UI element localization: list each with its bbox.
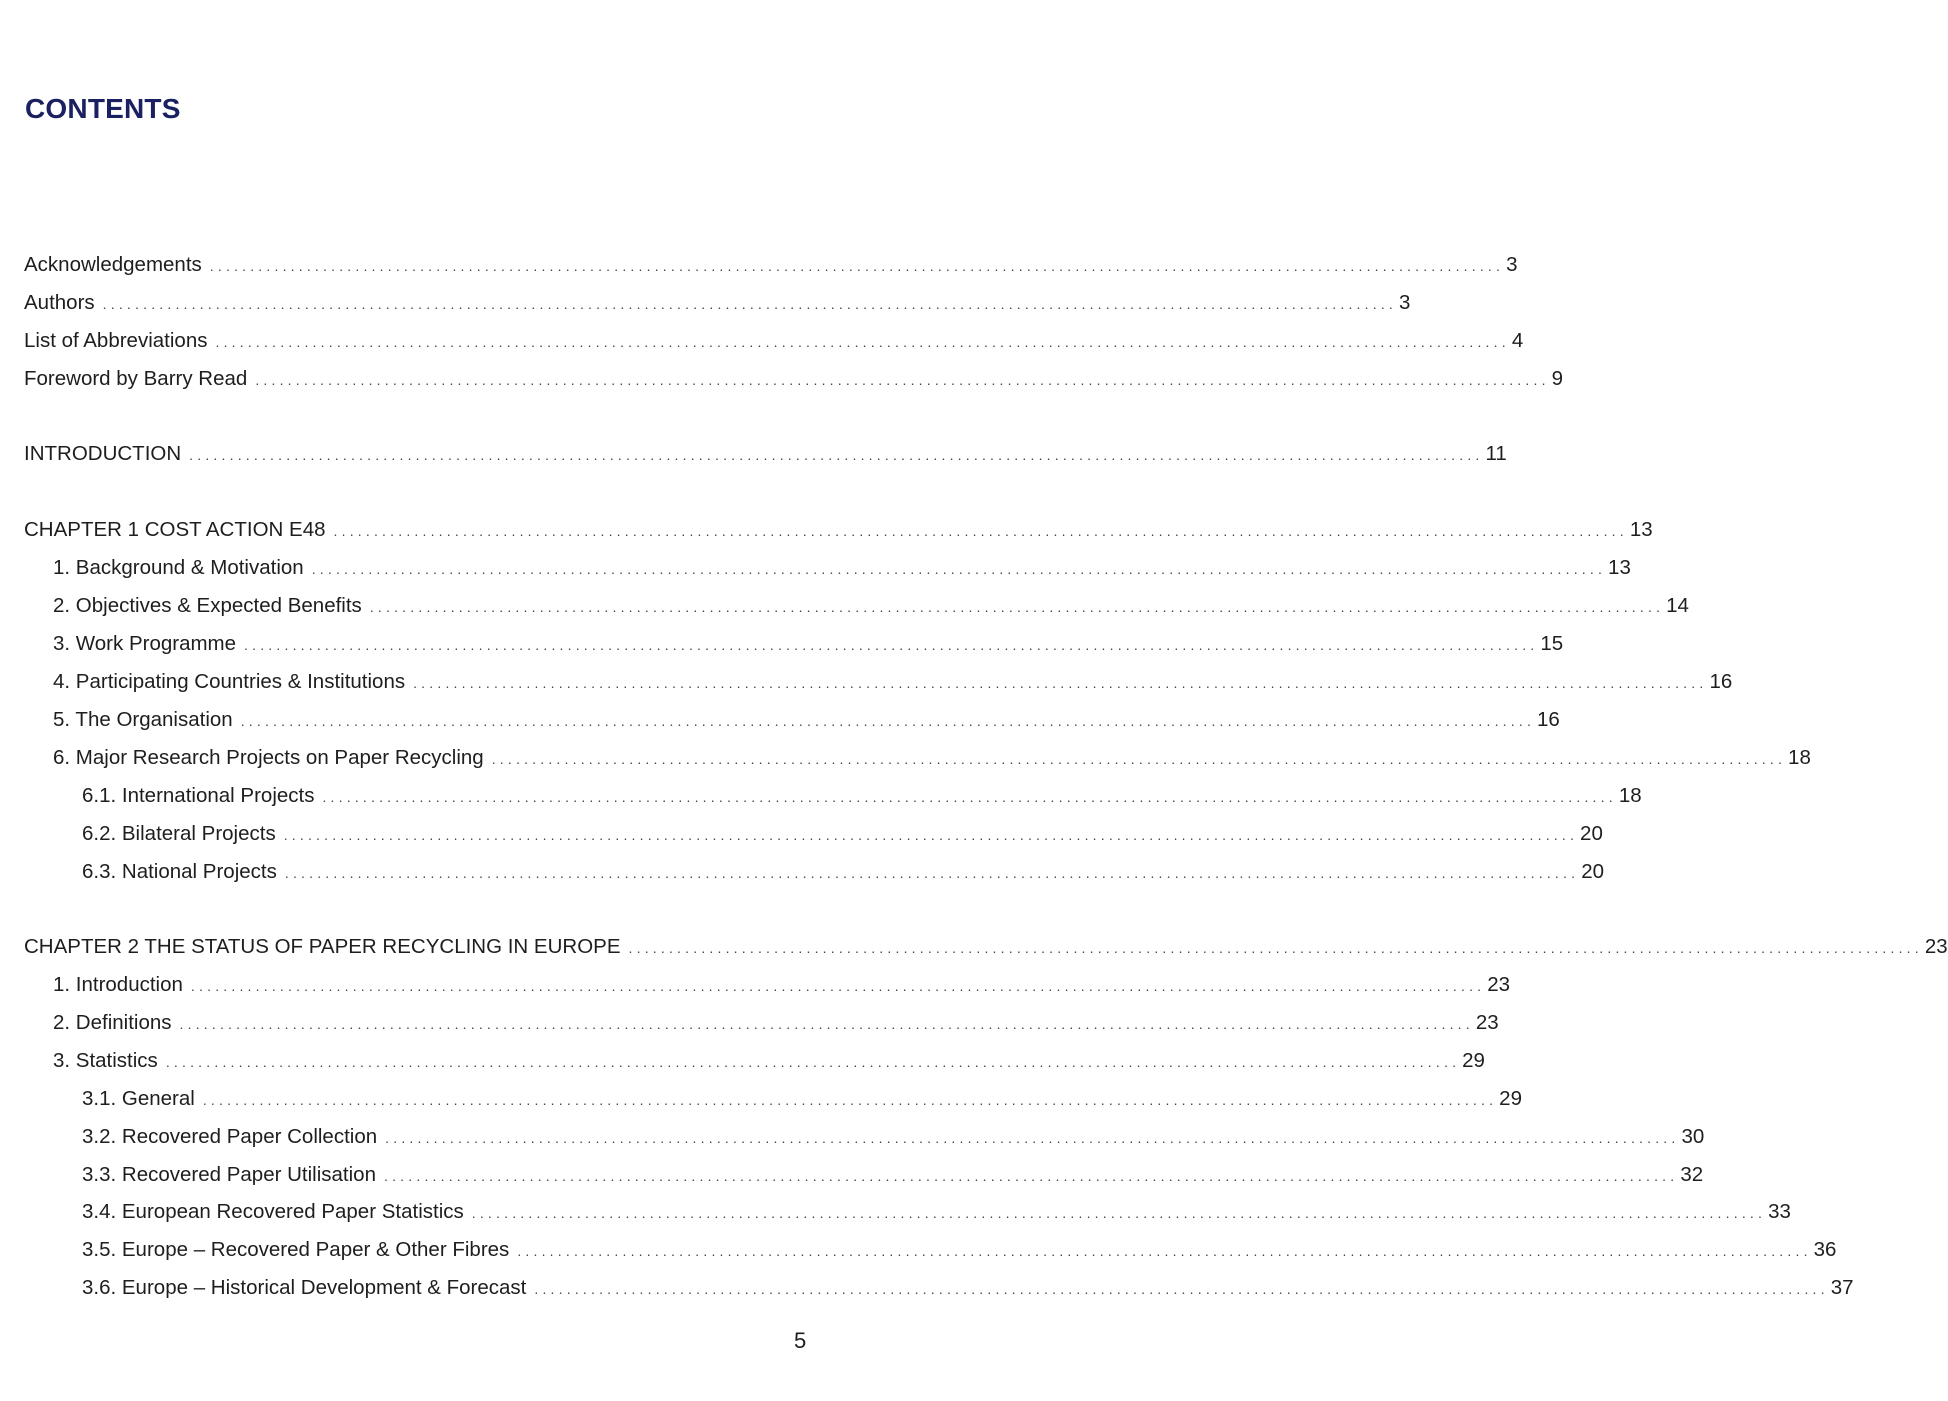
toc-entry-page: 23	[1487, 973, 1511, 996]
toc-entry-label: 3.5. Europe – Recovered Paper & Other Fibres	[82, 1238, 510, 1261]
toc-entry: 3. Statistics ................................................................................................................................................................ 29	[53, 1049, 1485, 1072]
toc-chapter-entry: CHAPTER 1 COST ACTION E48 ................................................................................................................................................................ 13	[24, 518, 1653, 541]
toc-entry-label: CHAPTER 1 COST ACTION E48	[24, 518, 326, 541]
toc-entry: Authors ................................................................................................................................................................ 3	[24, 291, 1411, 314]
toc-entry-label: Acknowledgements	[24, 253, 202, 276]
toc-entry: List of Abbreviations ................................................................................................................................................................ 4	[24, 329, 1524, 352]
toc-entry-page: 15	[1540, 632, 1564, 655]
toc-entry: 6.2. Bilateral Projects ................................................................................................................................................................ 20	[82, 822, 1603, 845]
toc-entry: Foreword by Barry Read ................................................................................................................................................................ 9	[24, 367, 1564, 390]
toc-entry-label: 1. Background & Motivation	[53, 556, 304, 579]
toc-entry-label: 2. Objectives & Expected Benefits	[53, 594, 362, 617]
toc-entry: 4. Participating Countries & Institutions ................................................................................................................................................................ 16	[53, 670, 1733, 693]
toc-entry-page: 9	[1551, 367, 1564, 390]
toc-entry-page: 32	[1680, 1163, 1704, 1186]
toc-entry-label: 3.6. Europe – Historical Development & Forecast	[82, 1276, 527, 1299]
toc-entry-label: 2. Definitions	[53, 1011, 172, 1034]
toc-entry-label: 6. Major Research Projects on Paper Recycling	[53, 746, 484, 769]
toc-entry-page: 20	[1580, 822, 1603, 845]
toc-entry-label: 3.1. General	[82, 1087, 195, 1110]
toc-entry: 2. Objectives & Expected Benefits ................................................................................................................................................................ 14	[53, 594, 1689, 617]
toc-entry-page: 23	[1924, 935, 1948, 958]
toc-entry-page: 16	[1709, 670, 1733, 693]
toc-entry: Acknowledgements ................................................................................................................................................................ 3	[24, 253, 1518, 276]
toc-entry-label: Foreword by Barry Read	[24, 367, 248, 390]
toc-entry-label: 3. Work Programme	[53, 632, 237, 655]
page-title: CONTENTS	[25, 93, 181, 124]
toc-entry-label: 3. Statistics	[53, 1049, 158, 1072]
toc-entry-page: 37	[1830, 1276, 1854, 1299]
toc-entry: 3.1. General ................................................................................................................................................................ 29	[82, 1087, 1522, 1110]
toc-entry: 5. The Organisation ................................................................................................................................................................ 16	[53, 708, 1560, 731]
toc-entry: 6.3. National Projects ................................................................................................................................................................ 20	[82, 860, 1605, 883]
toc-entry-page: 3	[1399, 291, 1411, 314]
toc-chapter-entry: CHAPTER 2 THE STATUS OF PAPER RECYCLING IN EUROPE ................................................................................................................................................................ 23	[24, 935, 1948, 958]
toc-entry: 2. Definitions ................................................................................................................................................................ 23	[53, 1011, 1499, 1034]
toc-entry: 6.1. International Projects ................................................................................................................................................................ 18	[82, 784, 1642, 807]
toc-entry: 3. Work Programme ................................................................................................................................................................ 15	[53, 632, 1564, 655]
toc-entry: 3.2. Recovered Paper Collection ................................................................................................................................................................ 30	[82, 1125, 1705, 1148]
toc-entry-page: 16	[1537, 708, 1560, 731]
toc-entry-page: 13	[1608, 556, 1631, 579]
toc-entry-label: INTRODUCTION	[24, 442, 182, 465]
toc-entry-label: 6.3. National Projects	[82, 860, 277, 883]
toc-entry: 6. Major Research Projects on Paper Recycling ................................................................................................................................................................ 18	[53, 746, 1811, 769]
toc-entry-label: List of Abbreviations	[24, 329, 208, 352]
toc-entry: 3.4. European Recovered Paper Statistics ................................................................................................................................................................ 33	[82, 1200, 1791, 1223]
toc-entry-label: 3.2. Recovered Paper Collection	[82, 1125, 378, 1148]
toc-entry: 3.3. Recovered Paper Utilisation ................................................................................................................................................................ 32	[82, 1163, 1704, 1186]
toc-entry-page: 29	[1499, 1087, 1522, 1110]
toc-entry: 1. Background & Motivation ................................................................................................................................................................ 13	[53, 556, 1631, 579]
toc-entry-label: 4. Participating Countries & Institutions	[53, 670, 406, 693]
toc-entry-label: 6.2. Bilateral Projects	[82, 822, 276, 845]
toc-entry-page: 18	[1788, 746, 1811, 769]
toc-entry-label: Authors	[24, 291, 95, 314]
page-number: 5	[794, 1328, 807, 1353]
toc-entry-label: 3.4. European Recovered Paper Statistics	[82, 1200, 464, 1223]
toc-entry-label: 5. The Organisation	[53, 708, 233, 731]
toc-entry: INTRODUCTION ................................................................................................................................................................ 11	[24, 442, 1507, 465]
toc-entry-label: 6.1. International Projects	[82, 784, 315, 807]
toc-entry-page: 18	[1618, 784, 1642, 807]
toc-entry-page: 29	[1462, 1049, 1485, 1072]
toc-entry: 3.6. Europe – Historical Development & Forecast ................................................................................................................................................................ 37	[82, 1276, 1854, 1299]
toc-entry-page: 20	[1581, 860, 1605, 883]
toc-entry-label: 3.3. Recovered Paper Utilisation	[82, 1163, 376, 1186]
toc-entry: 1. Introduction ................................................................................................................................................................ 23	[53, 973, 1511, 996]
toc-entry-page: 33	[1768, 1200, 1791, 1223]
toc-entry-page: 13	[1629, 518, 1653, 541]
toc-entry-page: 14	[1666, 594, 1689, 617]
toc-entry-page: 23	[1475, 1011, 1499, 1034]
toc-entry: 3.5. Europe – Recovered Paper & Other Fibres ................................................................................................................................................................ 36	[82, 1238, 1837, 1261]
toc-entry-page: 36	[1813, 1238, 1837, 1261]
toc-entry-page: 30	[1681, 1125, 1705, 1148]
toc-entry-label: 1. Introduction	[53, 973, 183, 996]
toc-entry-page: 4	[1511, 329, 1524, 352]
toc-entry-page: 11	[1485, 442, 1507, 465]
toc-entry-page: 3	[1506, 253, 1518, 276]
toc-entry-label: CHAPTER 2 THE STATUS OF PAPER RECYCLING IN EUROPE	[24, 935, 621, 958]
